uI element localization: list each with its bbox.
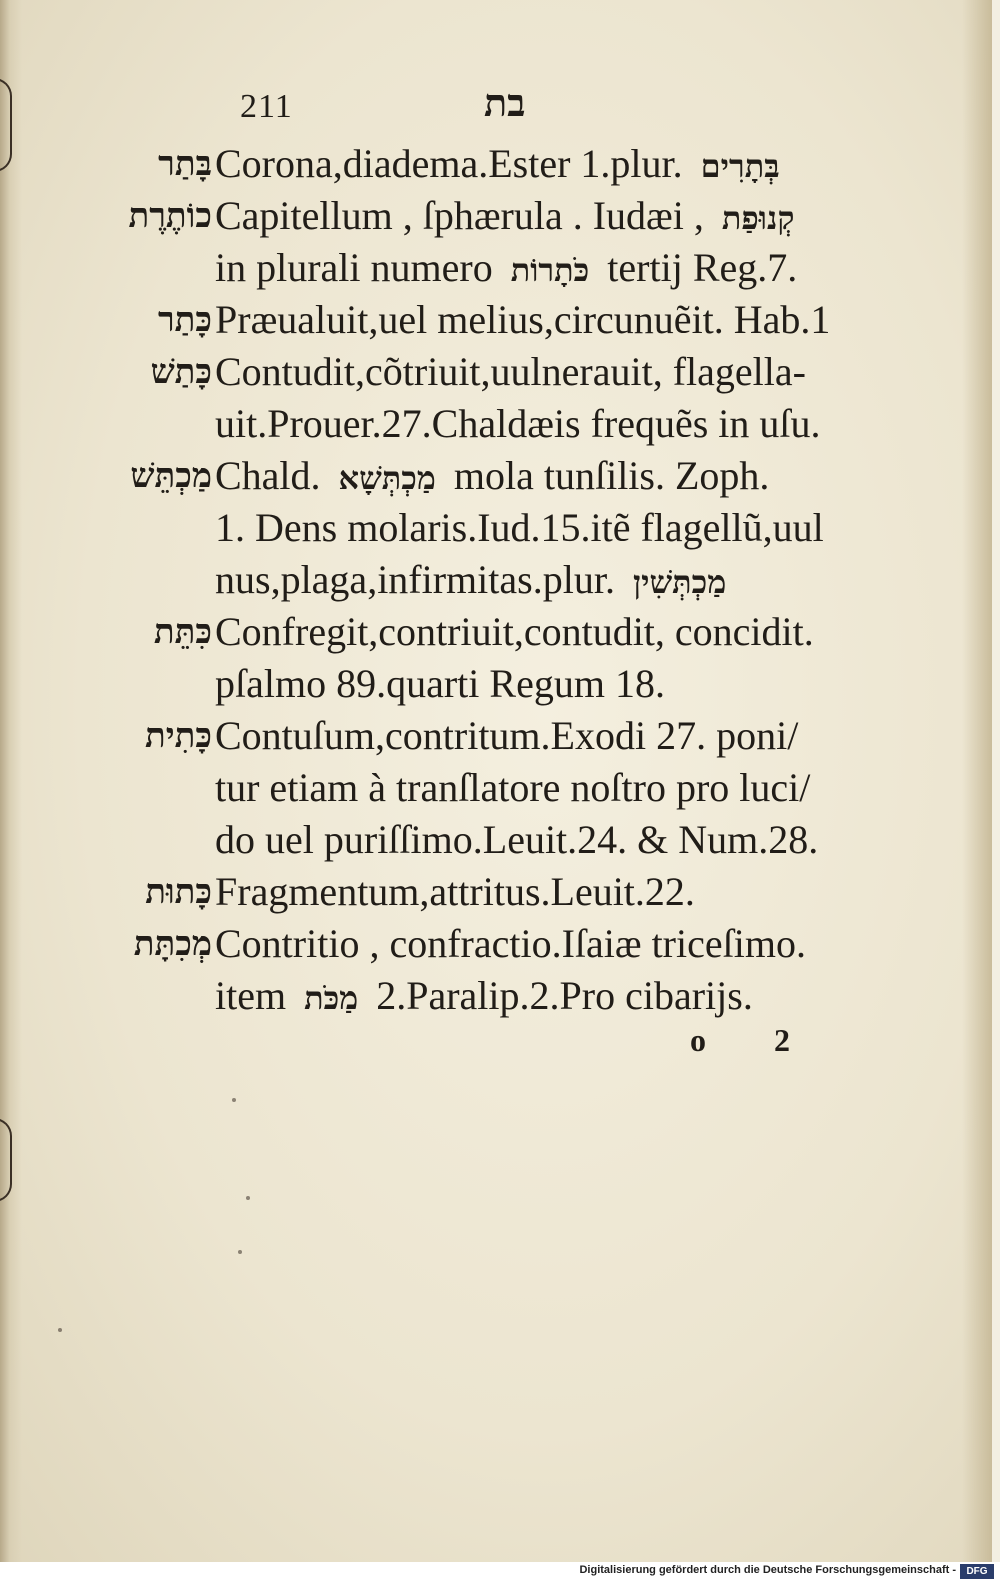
entry-line [0,450,992,502]
entry-line [0,294,992,346]
entry-text [215,346,806,398]
entry-line [0,918,992,970]
headword-hebrew: מַכְתֵּשׁ [130,456,212,496]
footer-credit: Digitalisierung gefördert durch die Deutsche Forschungsgemeinschaft - [579,1564,956,1576]
ink-speck [232,1098,236,1102]
latin-text: Præualuit,uel melius,circunuẽit. Hab.1 [215,297,831,342]
binding-thread [0,1118,12,1202]
latin-text: pſalmo 89.quarti Regum 18. [215,661,665,706]
entry-line [0,398,992,450]
headword-hebrew: בָּתַר [158,144,212,184]
headword-hebrew: כִּתֵּת [153,612,212,652]
entry-line [0,762,992,814]
headword-hebrew: כָּתוּת [145,872,212,912]
headword-hebrew: כָּתַשׁ [150,352,212,392]
dfg-logo: DFG [960,1564,994,1579]
entry-line [0,554,992,606]
latin-text: tur etiam à tranſlatore noſtro pro luci/ [215,765,811,810]
entry-line [0,242,992,294]
latin-text: Contuſum,contritum.Exodi 27. poni/ [215,713,799,758]
entry-line [0,866,992,918]
entry-line [0,658,992,710]
latin-text: mola tunſilis. Zoph. [453,453,770,498]
latin-text: uit.Prouer.27.Chaldæis frequẽs in uſu. [215,401,821,446]
entry-text [215,242,797,296]
latin-text: 1. Dens molaris.Iud.15.itẽ flagellũ,uul [215,505,824,550]
entry-text [215,814,818,866]
entry-text [215,294,830,346]
latin-text: do uel puriſſimo.Leuit.24. & Num.28. [215,817,819,862]
entry-text [215,918,806,970]
latin-text: in plurali numero [215,245,493,290]
inline-hebrew: מַכְתְּשִׁין [632,563,727,601]
entry-text [215,658,665,710]
latin-text: Contudit,cõtriuit,uulnerauit, flagella- [215,349,806,394]
latin-text: item [215,973,287,1018]
page-number: 211 [240,88,293,125]
entry-line [0,814,992,866]
dictionary-entries [0,138,992,1022]
inline-hebrew: כֹּתָרוֹת [510,251,590,289]
latin-text: Capitellum , ſphærula . Iudæi , [215,193,704,238]
entry-line [0,138,992,190]
entry-line [0,606,992,658]
latin-text: Confregit,contriuit,contudit, concidit. [215,609,814,654]
inline-hebrew: קְנוּפַת [721,199,795,237]
entry-text [215,866,695,918]
entry-line [0,710,992,762]
headword-hebrew: כוֹתֶרֶת [128,196,212,236]
inline-hebrew: מַכְתְּשָׁא [338,459,436,497]
headword-hebrew: מְכִתָּת [133,924,212,964]
running-head-hebrew: בת [484,83,526,125]
ink-speck [246,1196,250,1200]
entry-text [215,762,810,814]
latin-text: tertij Reg.7. [607,245,798,290]
entry-line [0,190,992,242]
latin-text: Fragmentum,attritus.Leuit.22. [215,869,695,914]
latin-text: Corona,diadema.Ester 1.plur. [215,141,683,186]
latin-text: Chald. [215,453,321,498]
entry-text [215,710,798,762]
latin-text: Contritio , confractio.Iſaiæ triceſimo. [215,921,806,966]
entry-text [215,138,788,192]
entry-text [215,190,803,244]
inline-hebrew: מַכֹּת [304,979,359,1017]
entry-text [215,606,814,658]
ink-speck [238,1250,242,1254]
entry-line [0,970,992,1022]
ink-speck [58,1328,62,1332]
entry-text [215,398,821,450]
entry-text [215,450,769,504]
digitization-footer [0,1562,1000,1582]
inline-hebrew: בְּתָרִים [700,147,780,185]
signature-mark: o 2 [690,1022,820,1058]
entry-text [215,502,824,554]
entry-line [0,346,992,398]
headword-hebrew: כָּתַר [157,300,212,340]
running-head [0,83,992,138]
entry-line [0,502,992,554]
latin-text: 2.Paralip.2.Pro cibarijs. [376,973,753,1018]
entry-text [215,970,753,1024]
latin-text: nus,plaga,infirmitas.plur. [215,557,615,602]
headword-hebrew: כָּתִית [144,716,212,756]
entry-text [215,554,734,608]
